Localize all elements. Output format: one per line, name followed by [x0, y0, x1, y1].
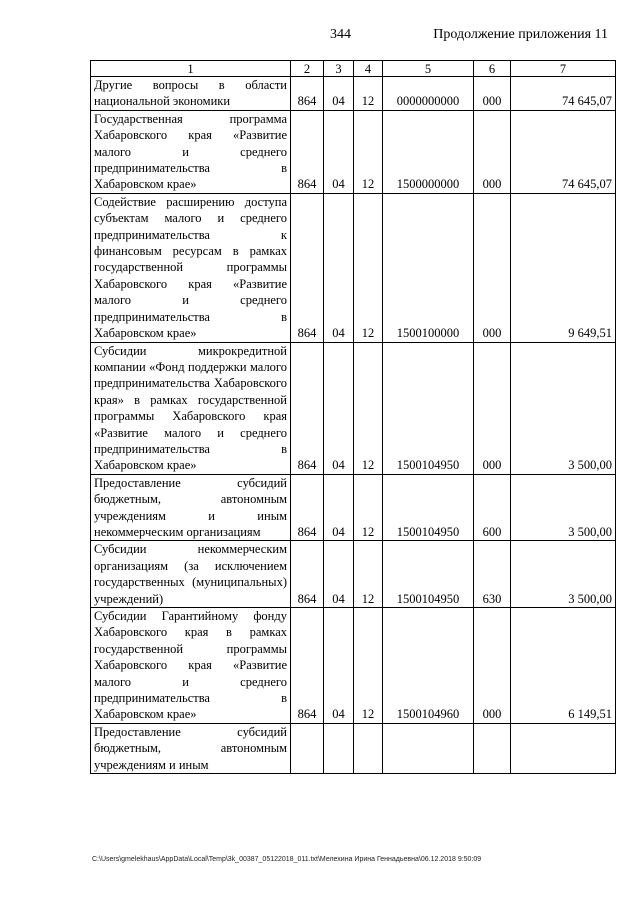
- row-target-article: 1500000000: [383, 110, 474, 193]
- row-expense-type: 000: [474, 110, 511, 193]
- row-name: Предоставление субсидий бюджетным, автономным учреждениям и иным: [91, 723, 291, 773]
- row-target-article: 1500104950: [383, 342, 474, 474]
- table-header-row: [91, 61, 616, 77]
- row-expense-type: 000: [474, 608, 511, 724]
- row-target-article: 0000000000: [383, 77, 474, 111]
- row-ministry-code: 864: [291, 110, 324, 193]
- table-row: [91, 77, 616, 111]
- column-header: 3: [324, 61, 354, 77]
- row-section: 04: [324, 541, 354, 608]
- row-subsection: 12: [354, 110, 383, 193]
- table-row: [91, 608, 616, 724]
- row-subsection: 12: [354, 193, 383, 342]
- row-section: 04: [324, 193, 354, 342]
- row-name: Другие вопросы в области национальной экономики: [91, 77, 291, 111]
- row-amount: 74 645,07: [511, 110, 616, 193]
- row-section: 04: [324, 608, 354, 724]
- row-section: [324, 723, 354, 773]
- row-subsection: 12: [354, 77, 383, 111]
- row-section: 04: [324, 342, 354, 474]
- row-amount: 6 149,51: [511, 608, 616, 724]
- row-name: Субсидии микрокредитной компании «Фонд поддержки малого предпринимательства Хабаровского края» в рамках государственной программы Хабаровского края «Развитие малого и среднего предпринимательства в Хабаровском крае»: [91, 342, 291, 474]
- table-row: [91, 541, 616, 608]
- row-expense-type: 000: [474, 342, 511, 474]
- row-ministry-code: 864: [291, 541, 324, 608]
- row-ministry-code: 864: [291, 608, 324, 724]
- column-header: 7: [511, 61, 616, 77]
- page-number: 344: [330, 27, 351, 42]
- row-amount: 3 500,00: [511, 474, 616, 541]
- row-name: Субсидии Гарантийному фонду Хабаровского края в рамках государственной программы Хабаровского края «Развитие малого и среднего предпринимательства в Хабаровском крае»: [91, 608, 291, 724]
- table-row: [91, 474, 616, 541]
- row-name: Содействие расширению доступа субъектам малого и среднего предпринимательства к финансовым ресурсам в рамках государственной программы Хабаровского края «Развитие малого и среднего предпринимательства в Хабаровском крае»: [91, 193, 291, 342]
- row-subsection: 12: [354, 474, 383, 541]
- row-amount: [511, 723, 616, 773]
- row-subsection: 12: [354, 342, 383, 474]
- row-target-article: [383, 723, 474, 773]
- row-expense-type: [474, 723, 511, 773]
- row-amount: 9 649,51: [511, 193, 616, 342]
- column-header: 6: [474, 61, 511, 77]
- row-ministry-code: [291, 723, 324, 773]
- table-row: [91, 342, 616, 474]
- row-subsection: 12: [354, 541, 383, 608]
- row-expense-type: 630: [474, 541, 511, 608]
- row-amount: 3 500,00: [511, 541, 616, 608]
- table-body: [91, 77, 616, 774]
- row-ministry-code: 864: [291, 342, 324, 474]
- table-row: [91, 193, 616, 342]
- table-row: [91, 110, 616, 193]
- budget-table: [90, 60, 616, 774]
- row-expense-type: 000: [474, 193, 511, 342]
- row-target-article: 1500104950: [383, 541, 474, 608]
- column-header: 2: [291, 61, 324, 77]
- row-subsection: 12: [354, 608, 383, 724]
- column-header: 1: [91, 61, 291, 77]
- row-expense-type: 600: [474, 474, 511, 541]
- row-expense-type: 000: [474, 77, 511, 111]
- row-name: Государственная программа Хабаровского края «Развитие малого и среднего предпринимательства в Хабаровском крае»: [91, 110, 291, 193]
- row-target-article: 1500104950: [383, 474, 474, 541]
- page-caption: Продолжение приложения 11: [433, 27, 608, 42]
- row-ministry-code: 864: [291, 77, 324, 111]
- row-target-article: 1500100000: [383, 193, 474, 342]
- row-subsection: [354, 723, 383, 773]
- footer-file-path: C:\Users\gmelekhaus\AppData\Local\Temp\3k_00387_05122018_011.txt\Мелехина Ирина Геннадьевна\06.12.2018 9:50:09: [92, 856, 482, 863]
- row-name: Предоставление субсидий бюджетным, автономным учреждениям и иным некоммерческим организациям: [91, 474, 291, 541]
- row-section: 04: [324, 110, 354, 193]
- row-name: Субсидии некоммерческим организациям (за исключением государственных (муниципальных) учреждений): [91, 541, 291, 608]
- row-section: 04: [324, 474, 354, 541]
- row-amount: 74 645,07: [511, 77, 616, 111]
- row-ministry-code: 864: [291, 193, 324, 342]
- column-header: 5: [383, 61, 474, 77]
- column-header: 4: [354, 61, 383, 77]
- table-row: [91, 723, 616, 773]
- row-ministry-code: 864: [291, 474, 324, 541]
- row-amount: 3 500,00: [511, 342, 616, 474]
- row-section: 04: [324, 77, 354, 111]
- row-target-article: 1500104960: [383, 608, 474, 724]
